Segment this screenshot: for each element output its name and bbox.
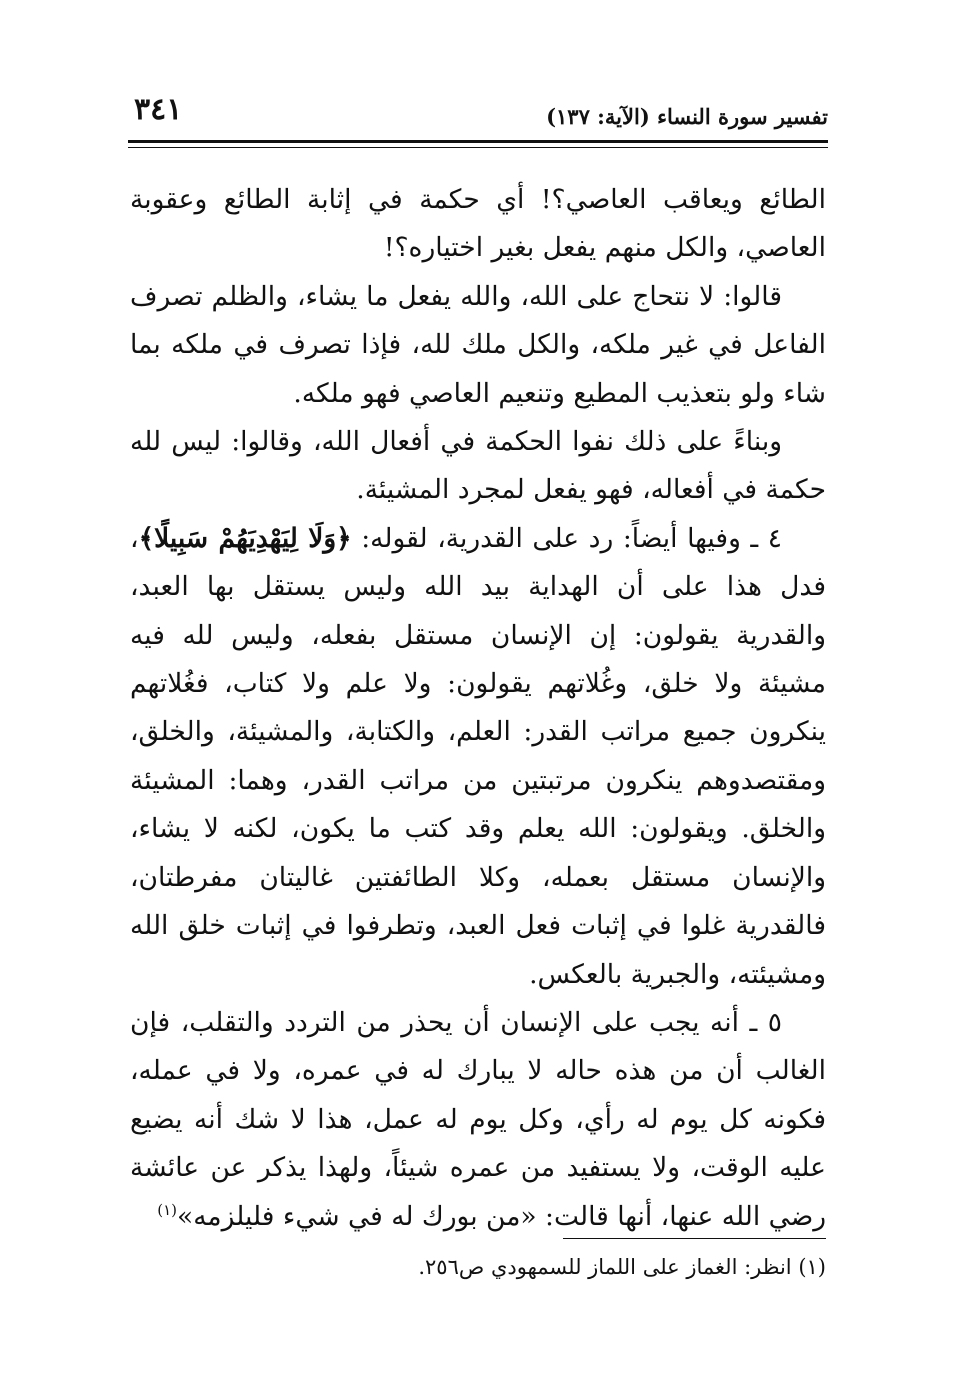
paragraph-4-rest: ، فدل هذا على أن الهداية بيد الله وليس يستقل بها العبد، والقدرية يقولون: إن الإنسان مستقل بفعله، وليس لله فيه مشيئة ولا خلق، وغُلاتهم يقولون: ولا علم ولا كتاب، فغُلاتهم ينكرون جميع مراتب القدر: العلم، والكتابة، والمشيئة، والخلق، ومقتصدوهم ينكرون مرتبتين من مراتب القدر، وهما: المشيئة والخلق. ويقولون: الله يعلم وقد كتب ما يكون، لكنه لا يشاء، والإنسان مستقل بعمله، وكلا الطائفتين غاليتان مفرطتان، فالقدرية غلوا في إثبات فعل العبد، وتطرفوا في إثبات خلق الله ومشيئته، والجبرية بالعكس. <box>130 522 826 990</box>
page-header <box>128 86 828 142</box>
paragraph-4-lead: ٤ ـ وفيها أيضاً: رد على القدرية، لقوله: <box>351 522 782 554</box>
header-rule-thin <box>128 147 828 148</box>
footnote: (١) انظر: الغماز على اللماز للسمهودي ص٢٥٦. <box>418 1255 826 1279</box>
paragraph-5-text: ٥ ـ أنه يجب على الإنسان أن يحذر من التردد والتقلب، فإن الغالب أن من هذه حاله لا يبارك له في عمره، ولا في عمله، فكونه كل يوم له رأي، وكل يوم له عمل، هذا لا شك أنه يضيع عليه الوقت، ولا يستفيد من عمره شيئاً، ولهذا يذكر عن عائشة رضي الله عنها، أنها قالت: «من بورك له في شيء فليلزمه» <box>130 1006 826 1232</box>
quran-verse: ﴿وَلَا لِيَهْدِيَهُمْ سَبِيلًا﴾ <box>138 522 352 554</box>
paragraph-3: وبناءً على ذلك نفوا الحكمة في أفعال الله، وقالوا: ليس لله حكمة في أفعاله، فهو يفعل لمجرد المشيئة. <box>130 426 826 506</box>
running-title: تفسير سورة النساء (الآية: ١٣٧) <box>546 104 828 129</box>
header-rule-thick <box>128 140 828 143</box>
paragraph-5 <box>130 999 826 1241</box>
main-text <box>130 176 826 1241</box>
paragraph-1: الطائع ويعاقب العاصي؟! أي حكمة في إثابة الطائع وعقوبة العاصي، والكل منهم يفعل بغير اختياره؟! <box>130 184 826 264</box>
page-number: ٣٤١ <box>134 92 183 127</box>
footnote-separator <box>563 1238 826 1239</box>
footnote-reference: (١) <box>157 1200 177 1219</box>
paragraph-2: قالوا: لا نتحاج على الله، والله يفعل ما يشاء، والظلم تصرف الفاعل في غير ملكه، والكل ملك لله، فإذا تصرف في ملكه بما شاء ولو بتعذيب المطيع وتنعيم العاصي فهو ملكه. <box>130 280 826 409</box>
paragraph-4 <box>130 515 826 999</box>
